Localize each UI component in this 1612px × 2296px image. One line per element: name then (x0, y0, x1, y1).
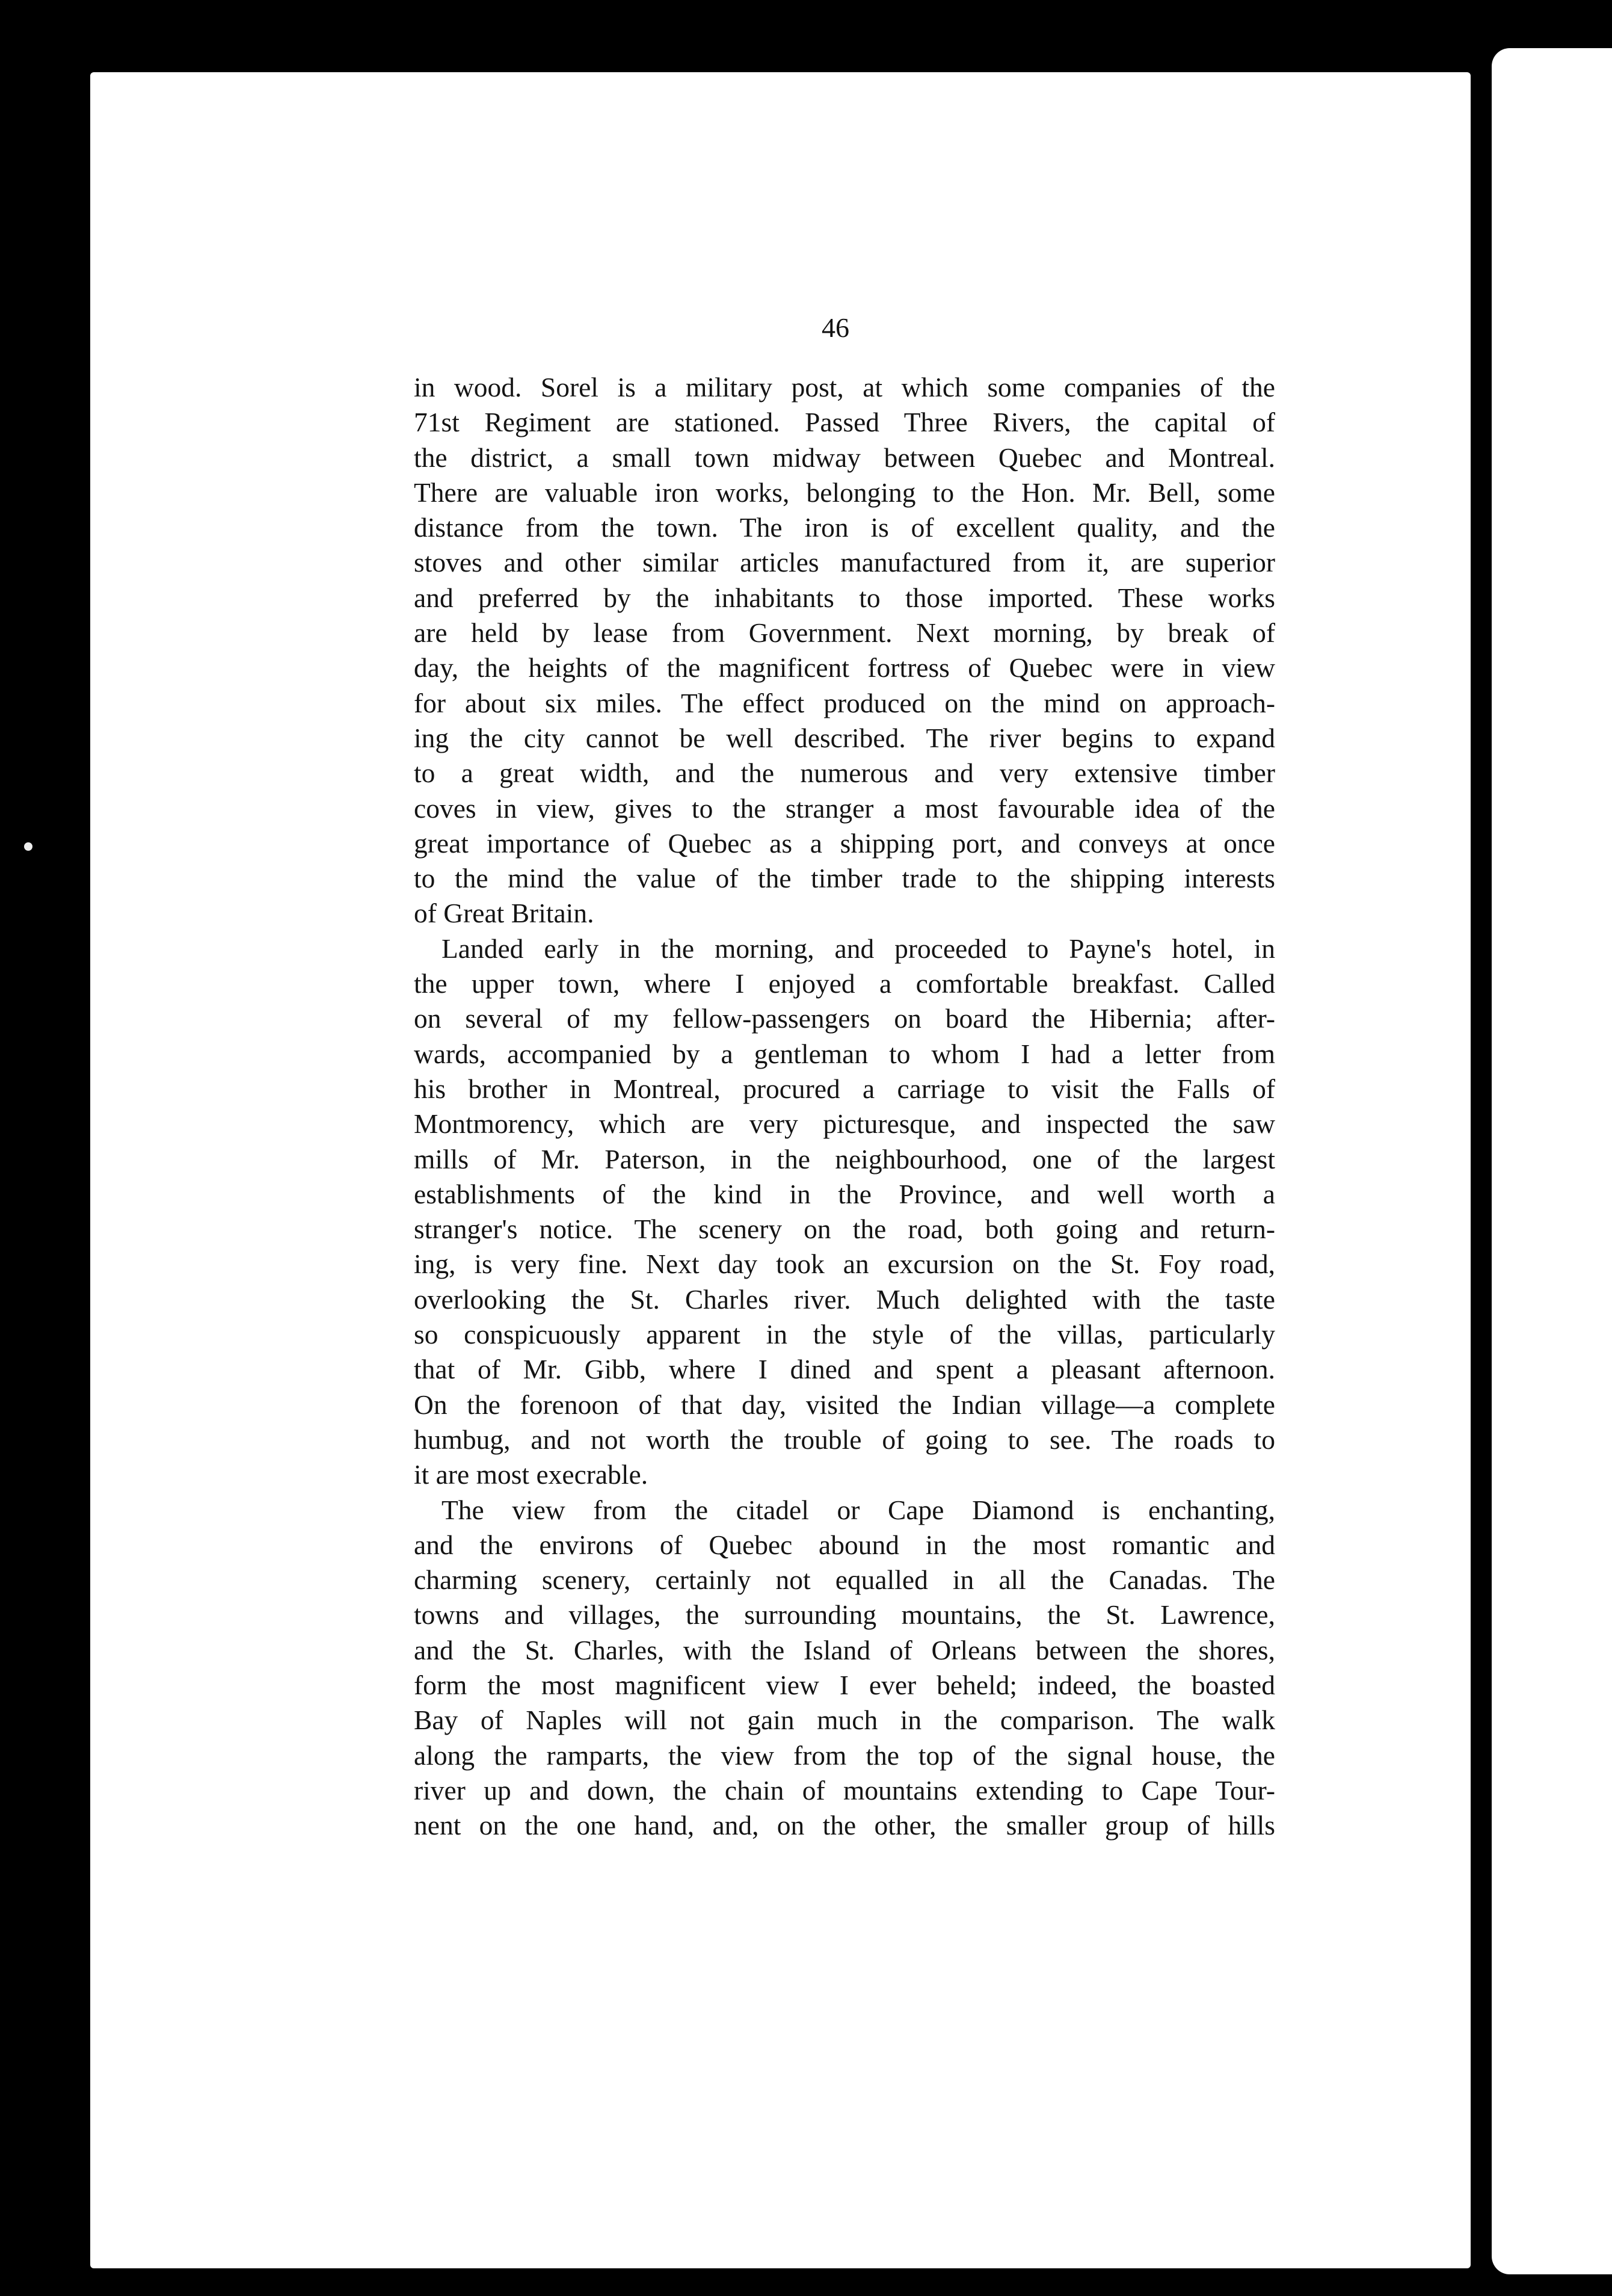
text-line: so conspicuously apparent in the style of the villas, particularly (414, 1319, 1275, 1350)
text-line: are held by lease from Government. Next morning, by break of (414, 617, 1275, 649)
text-line: and the St. Charles, with the Island of Orleans between the shores, (414, 1634, 1275, 1665)
text-line: overlooking the St. Charles river. Much delighted with the taste (414, 1283, 1275, 1315)
text-line: 71st Regiment are stationed. Passed Three Rivers, the capital of (414, 407, 1275, 438)
adjacent-page-edge (1492, 48, 1612, 2274)
text-line: ing, is very fine. Next day took an excursion on the St. Foy road, (414, 1248, 1275, 1280)
text-line: for about six miles. The effect produced on the mind on approach- (414, 687, 1275, 718)
text-line: the district, a small town midway between Quebec and Montreal. (414, 442, 1275, 473)
text-line: river up and down, the chain of mountains extending to Cape Tour- (414, 1774, 1275, 1806)
text-line: Bay of Naples will not gain much in the comparison. The walk (414, 1705, 1275, 1736)
text-line: charming scenery, certainly not equalled in all the Canadas. The (414, 1564, 1275, 1596)
text-line: mills of Mr. Paterson, in the neighbourhood, one of the largest (414, 1143, 1275, 1174)
text-line: stranger's notice. The scenery on the road, both going and return- (414, 1214, 1275, 1245)
text-line: to a great width, and the numerous and very extensive timber (414, 758, 1275, 789)
text-line: great importance of Quebec as a shipping port, and conveys at once (414, 827, 1275, 859)
text-line: towns and villages, the surrounding mountains, the St. Lawrence, (414, 1599, 1275, 1631)
text-line: The view from the citadel or Cape Diamond is enchanting, (441, 1494, 1275, 1525)
text-line: There are valuable iron works, belonging to the Hon. Mr. Bell, some (414, 477, 1275, 508)
text-line: and preferred by the inhabitants to those imported. These works (414, 582, 1275, 613)
text-line: his brother in Montreal, procured a carriage to visit the Falls of (414, 1073, 1275, 1104)
text-line: ing the city cannot be well described. The river begins to expand (414, 722, 1275, 753)
text-line: and the environs of Quebec abound in the most romantic and (414, 1529, 1275, 1560)
text-line: along the ramparts, the view from the top of the signal house, the (414, 1739, 1275, 1771)
text-line: On the forenoon of that day, visited the Indian village—a complete (414, 1389, 1275, 1420)
text-line: establishments of the kind in the Province, and well worth a (414, 1178, 1275, 1209)
text-line: of Great Britain. (414, 898, 594, 929)
text-line: it are most execrable. (414, 1459, 648, 1490)
text-line: day, the heights of the magnificent fortress of Quebec were in view (414, 652, 1275, 684)
text-line: the upper town, where I enjoyed a comfortable breakfast. Called (414, 968, 1275, 999)
text-line: Landed early in the morning, and proceeded to Payne's hotel, in (441, 933, 1275, 964)
text-line: nent on the one hand, and, on the other, the smaller group of hills (414, 1810, 1275, 1841)
text-line: to the mind the value of the timber trade to the shipping interests (414, 863, 1275, 894)
text-line: form the most magnificent view I ever beheld; indeed, the boasted (414, 1669, 1275, 1700)
text-line: that of Mr. Gibb, where I dined and spent a pleasant afternoon. (414, 1354, 1275, 1385)
text-line: coves in view, gives to the stranger a most favourable idea of the (414, 792, 1275, 824)
text-line: humbug, and not worth the trouble of going to see. The roads to (414, 1424, 1275, 1455)
body-text (414, 370, 1275, 1843)
text-line: distance from the town. The iron is of excellent quality, and the (414, 512, 1275, 543)
page-number: 46 (822, 312, 849, 343)
text-line: Montmorency, which are very picturesque, and inspected the saw (414, 1108, 1275, 1140)
text-line: stoves and other similar articles manufactured from it, are superior (414, 547, 1275, 578)
text-line: wards, accompanied by a gentleman to whom I had a letter from (414, 1038, 1275, 1069)
scan-speck (24, 842, 32, 851)
text-line: on several of my fellow-passengers on board the Hibernia; after- (414, 1003, 1275, 1034)
text-line: in wood. Sorel is a military post, at which some companies of the (414, 372, 1275, 403)
